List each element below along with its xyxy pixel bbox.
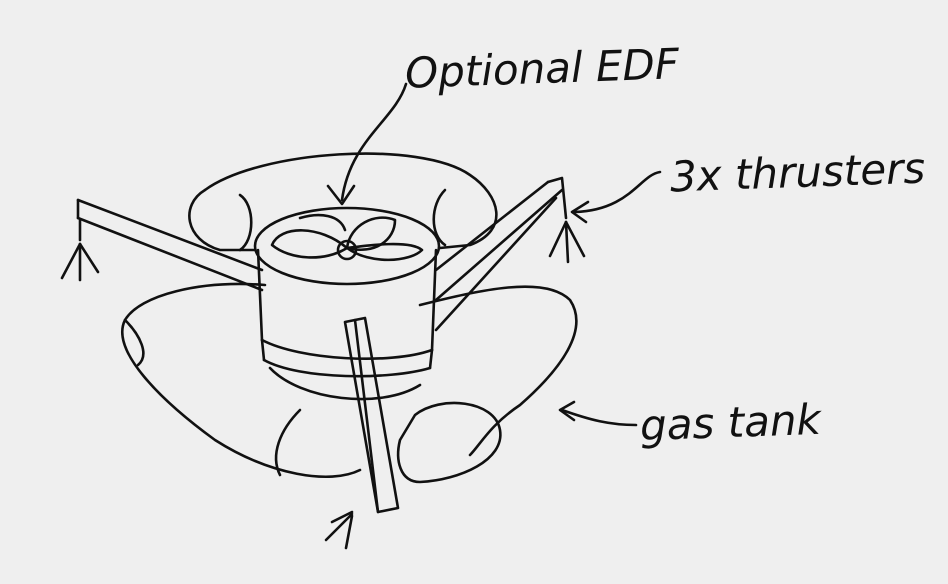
thruster-plume-left bbox=[62, 244, 98, 280]
thruster-plume-right bbox=[550, 222, 584, 262]
thruster-arm-right bbox=[436, 178, 566, 330]
edf-callout-arrow bbox=[328, 84, 406, 204]
tank-callout-arrow bbox=[560, 402, 636, 425]
thrusters-callout-arrow bbox=[572, 172, 660, 222]
edf-housing bbox=[255, 208, 439, 399]
thruster-arm-left bbox=[78, 200, 262, 290]
label-thrusters: 3x thrusters bbox=[669, 143, 927, 202]
edf-fan-blades bbox=[272, 215, 422, 260]
thruster-arm-front bbox=[345, 318, 398, 512]
gas-tank-lower bbox=[122, 284, 576, 482]
label-optional-edf: Optional EDF bbox=[404, 39, 680, 98]
label-gas-tank: gas tank bbox=[639, 394, 822, 451]
thruster-plume-front bbox=[326, 512, 352, 548]
